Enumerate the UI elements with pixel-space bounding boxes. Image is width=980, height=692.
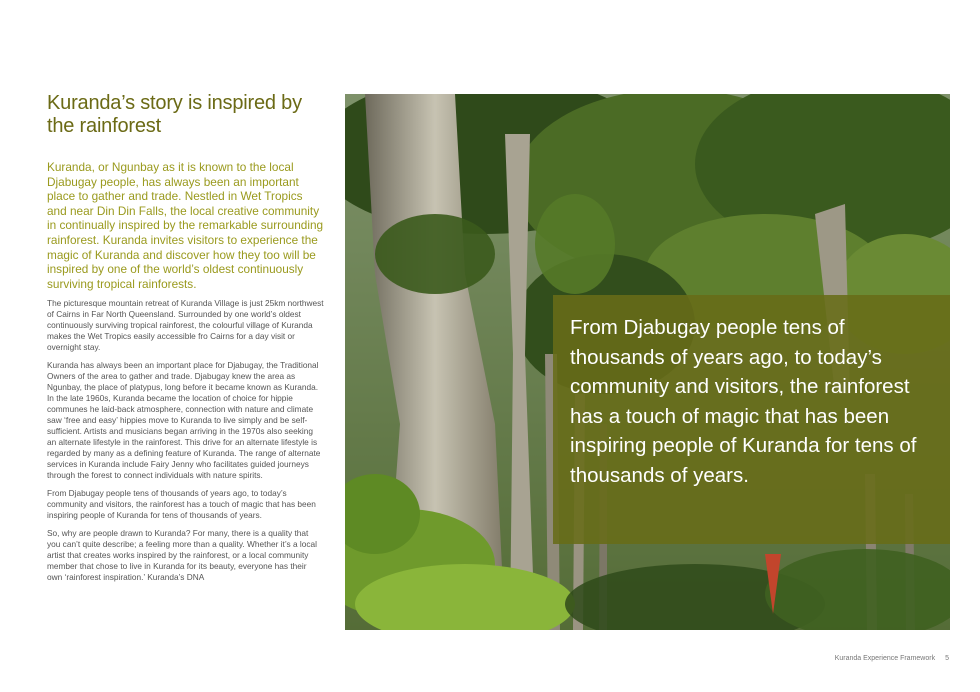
body-paragraph-4: So, why are people drawn to Kuranda? For many, there is a quality that you can’t quite describe; a feeling more than a quality. Whether it’s a local artist that creates works inspired by the rainforest, or a local community member that chose to live in Kuranda for its beauty, everyone has their own ‘rainforest inspiration.’ Kuranda’s DNA [47, 528, 317, 583]
footer-title: Kuranda Experience Framework [834, 655, 936, 662]
quote-box [553, 295, 950, 544]
page-number: 5 [945, 655, 949, 662]
lead-paragraph: Kuranda, or Ngunbay as it is known to the local Djabugay people, has always been an important place to gather and trade. Nestled in Wet Tropics and near Din Din Falls, the local creative community in continually inspired by the remarkable surrounding rainforest. Kuranda invites visitors to experience the magic of Kuranda and discover how they too will be inspired by one of the world’s oldest continuously surviving tropical rainforests. [47, 160, 324, 291]
body-paragraph-3: From Djabugay people tens of thousands of years ago, to today’s community and visitors, the rainforest has a touch of magic that has been inspiring people of Kuranda for tens of thousands of years. [47, 488, 316, 521]
page-footer [835, 655, 949, 662]
body-paragraph-1: The picturesque mountain retreat of Kuranda Village is just 25km northwest of Cairns in Far North Queensland. Surrounded by one world’s oldest continuously surviving tropical rainforest, the colourful village of Kuranda makes the Wet Tropics easily accessible fro Cairns for a day visit or overnight stay. [47, 298, 324, 353]
body-paragraph-2: Kuranda has always been an important place for Djabugay, the Traditional Owners of the area to gather and trade. Djabugay knew the area as Ngunbay, the place of platypus, long before it became known as Kuranda. In the late 1960s, Kuranda became the location of choice for hippie communes he laid-back atmosphere, connection with nature and climate saw ‘free and easy’ hippies move to Kuranda to live simply and be self-sufficient. Artists and musicians began arriving in the 1970s also seeking an alternate lifestyle in the rainforest. This drive for an alternate lifestyle is regarded by many as a defining feature of Kuranda. The range of alternate services in Kuranda include Fairy Jenny who facilitates guided journeys through the forest to connect individuals with nature spirits. [47, 360, 321, 481]
left-text-column [47, 92, 324, 583]
pull-quote: From Djabugay people tens of thousands of years ago, to today’s community and visitors, the rainforest has a touch of magic that has been inspiring people of Kuranda for tens of thousands of years. [570, 316, 917, 487]
page-heading: Kuranda’s story is inspired by the rainforest [47, 92, 302, 137]
